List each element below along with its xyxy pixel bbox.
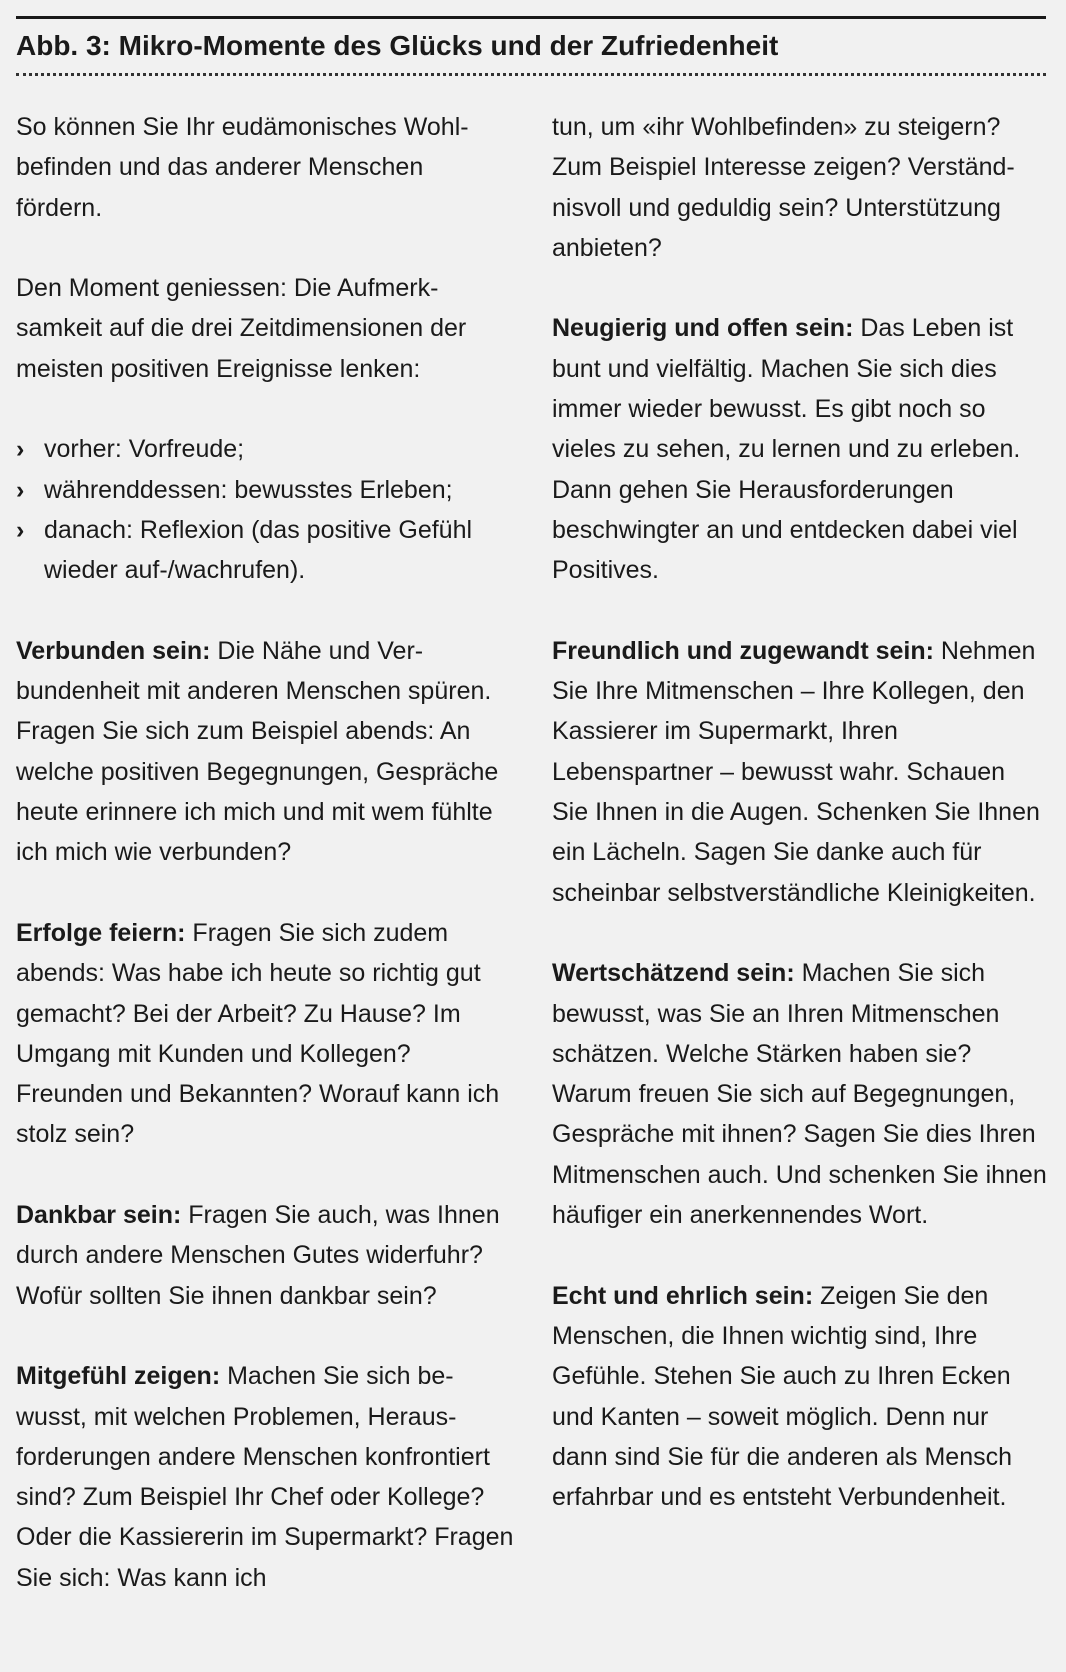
section-mitgefuehl-continued: tun, um «ihr Wohlbefinden» zu steigern? Zum Beispiel Interesse zeigen? Verständnisvoll und geduldig sein? Unterstützung anbieten? — [552, 113, 1015, 262]
section-echt — [552, 1276, 1048, 1518]
list-item-text: vorher: Vorfreude; — [44, 435, 245, 464]
section-text: Nehmen Sie Ihre Mitmenschen – Ihre Kollegen, den Kassierer im Supermarkt, Ihren Lebenspartner – bewusst wahr. Schauen Sie Ihnen in die Augen. Schenken Sie Ihnen ein Lächeln. Sagen Sie danke auch für scheinbar selbstverständliche Kleinigkeiten. — [552, 636, 1040, 907]
section-freundlich — [552, 631, 1048, 913]
section-text: Zeigen Sie den Menschen, die Ihnen wichtig sind, Ihre Gefühle. Stehen Sie auch zu Ihren Ecken und Kanten – soweit möglich. Denn nur dann sind Sie für die anderen als Mensch erfahrbar und es entsteht Verbundenheit. — [552, 1281, 1013, 1512]
section-text: Fragen Sie sich zudem abends: Was habe ich heute so richtig gut gemacht? Bei der Arbeit? Zu Hause? Im Umgang mit Kunden und Kollegen? Freunden und Bekannten? Worauf kann ich stolz sein? — [16, 918, 500, 1149]
list-item — [16, 429, 514, 469]
section-term: Neugierig und offen sein: — [552, 314, 854, 343]
section-erfolge — [16, 913, 514, 1155]
moment-bullet-list — [16, 429, 514, 590]
section-wertschaetzend — [552, 953, 1048, 1235]
section-text: Machen Sie sich bewusst, mit welchen Problemen, Herausforderungen andere Menschen konfrontiert sind? Zum Beispiel Ihr Chef oder Kollege? Oder die Kassiererin im Supermarkt? Fragen Sie sich: Was kann ich — [16, 1362, 514, 1592]
chevron-right-icon: › — [16, 435, 25, 464]
list-item — [16, 510, 514, 591]
section-term: Verbunden sein: — [16, 636, 211, 665]
section-dankbar — [16, 1195, 514, 1316]
section-mitgefuehl — [16, 1356, 514, 1598]
section-text: Fragen Sie auch, was Ihnen durch andere Menschen Gutes widerfuhr? Wofür sollten Sie ihnen dankbar sein? — [16, 1201, 500, 1310]
section-text: Das Leben ist bunt und vielfältig. Machen Sie sich dies immer wieder bewusst. Es gibt noch so vieles zu sehen, zu lernen und zu erleben. Dann gehen Sie Herausforderungen beschwingter an und entdecken dabei viel Positives. — [552, 314, 1021, 585]
section-term: Wertschätzend sein: — [552, 959, 795, 988]
section-term: Dankbar sein: — [16, 1201, 182, 1230]
section-text: Machen Sie sich bewusst, was Sie an Ihren Mitmenschen schätzen. Welche Stärken haben sie? Warum freuen Sie sich auf Begegnungen, Gespräche mit ihnen? Sagen Sie dies Ihren Mitmenschen auch. Und schenken Sie ihnen häufiger ein anerkennendes Wort. — [552, 959, 1047, 1230]
moment-paragraph: Den Moment geniessen: Die Aufmerksamkeit auf die drei Zeitdimensionen der meisten positiven Ereignisse lenken: — [16, 274, 467, 383]
section-term: Erfolge feiern: — [16, 918, 186, 947]
figure-title: Abb. 3: Mikro-Momente des Glücks und der Zufriedenheit — [16, 30, 779, 61]
intro-paragraph: So können Sie Ihr eudämonisches Wohlbefinden und das anderer Menschen fördern. — [16, 113, 469, 222]
chevron-right-icon: › — [16, 515, 25, 544]
section-verbunden — [16, 631, 514, 873]
section-term: Mitgefühl zeigen: — [16, 1362, 221, 1391]
right-column — [552, 107, 1048, 1558]
section-term: Freundlich und zugewandt sein: — [552, 636, 934, 665]
section-neugierig — [552, 308, 1048, 590]
section-term: Echt und ehrlich sein: — [552, 1281, 814, 1310]
dotted-divider — [16, 73, 1046, 76]
list-item-text: danach: Reflexion (das positive Gefühl wieder auf-/wachrufen). — [44, 515, 473, 585]
top-rule — [16, 16, 1046, 19]
chevron-right-icon: › — [16, 475, 25, 504]
list-item-text: währenddessen: bewusstes Erleben; — [44, 475, 453, 504]
list-item — [16, 470, 514, 510]
section-text: Die Nähe und Verbundenheit mit anderen Menschen spüren. Fragen Sie sich zum Beispiel abends: An welche positiven Begegnungen, Gespräche heute erinnere ich mich und mit wem fühlte ich mich wie verbunden? — [16, 636, 499, 867]
left-column — [16, 107, 514, 1638]
